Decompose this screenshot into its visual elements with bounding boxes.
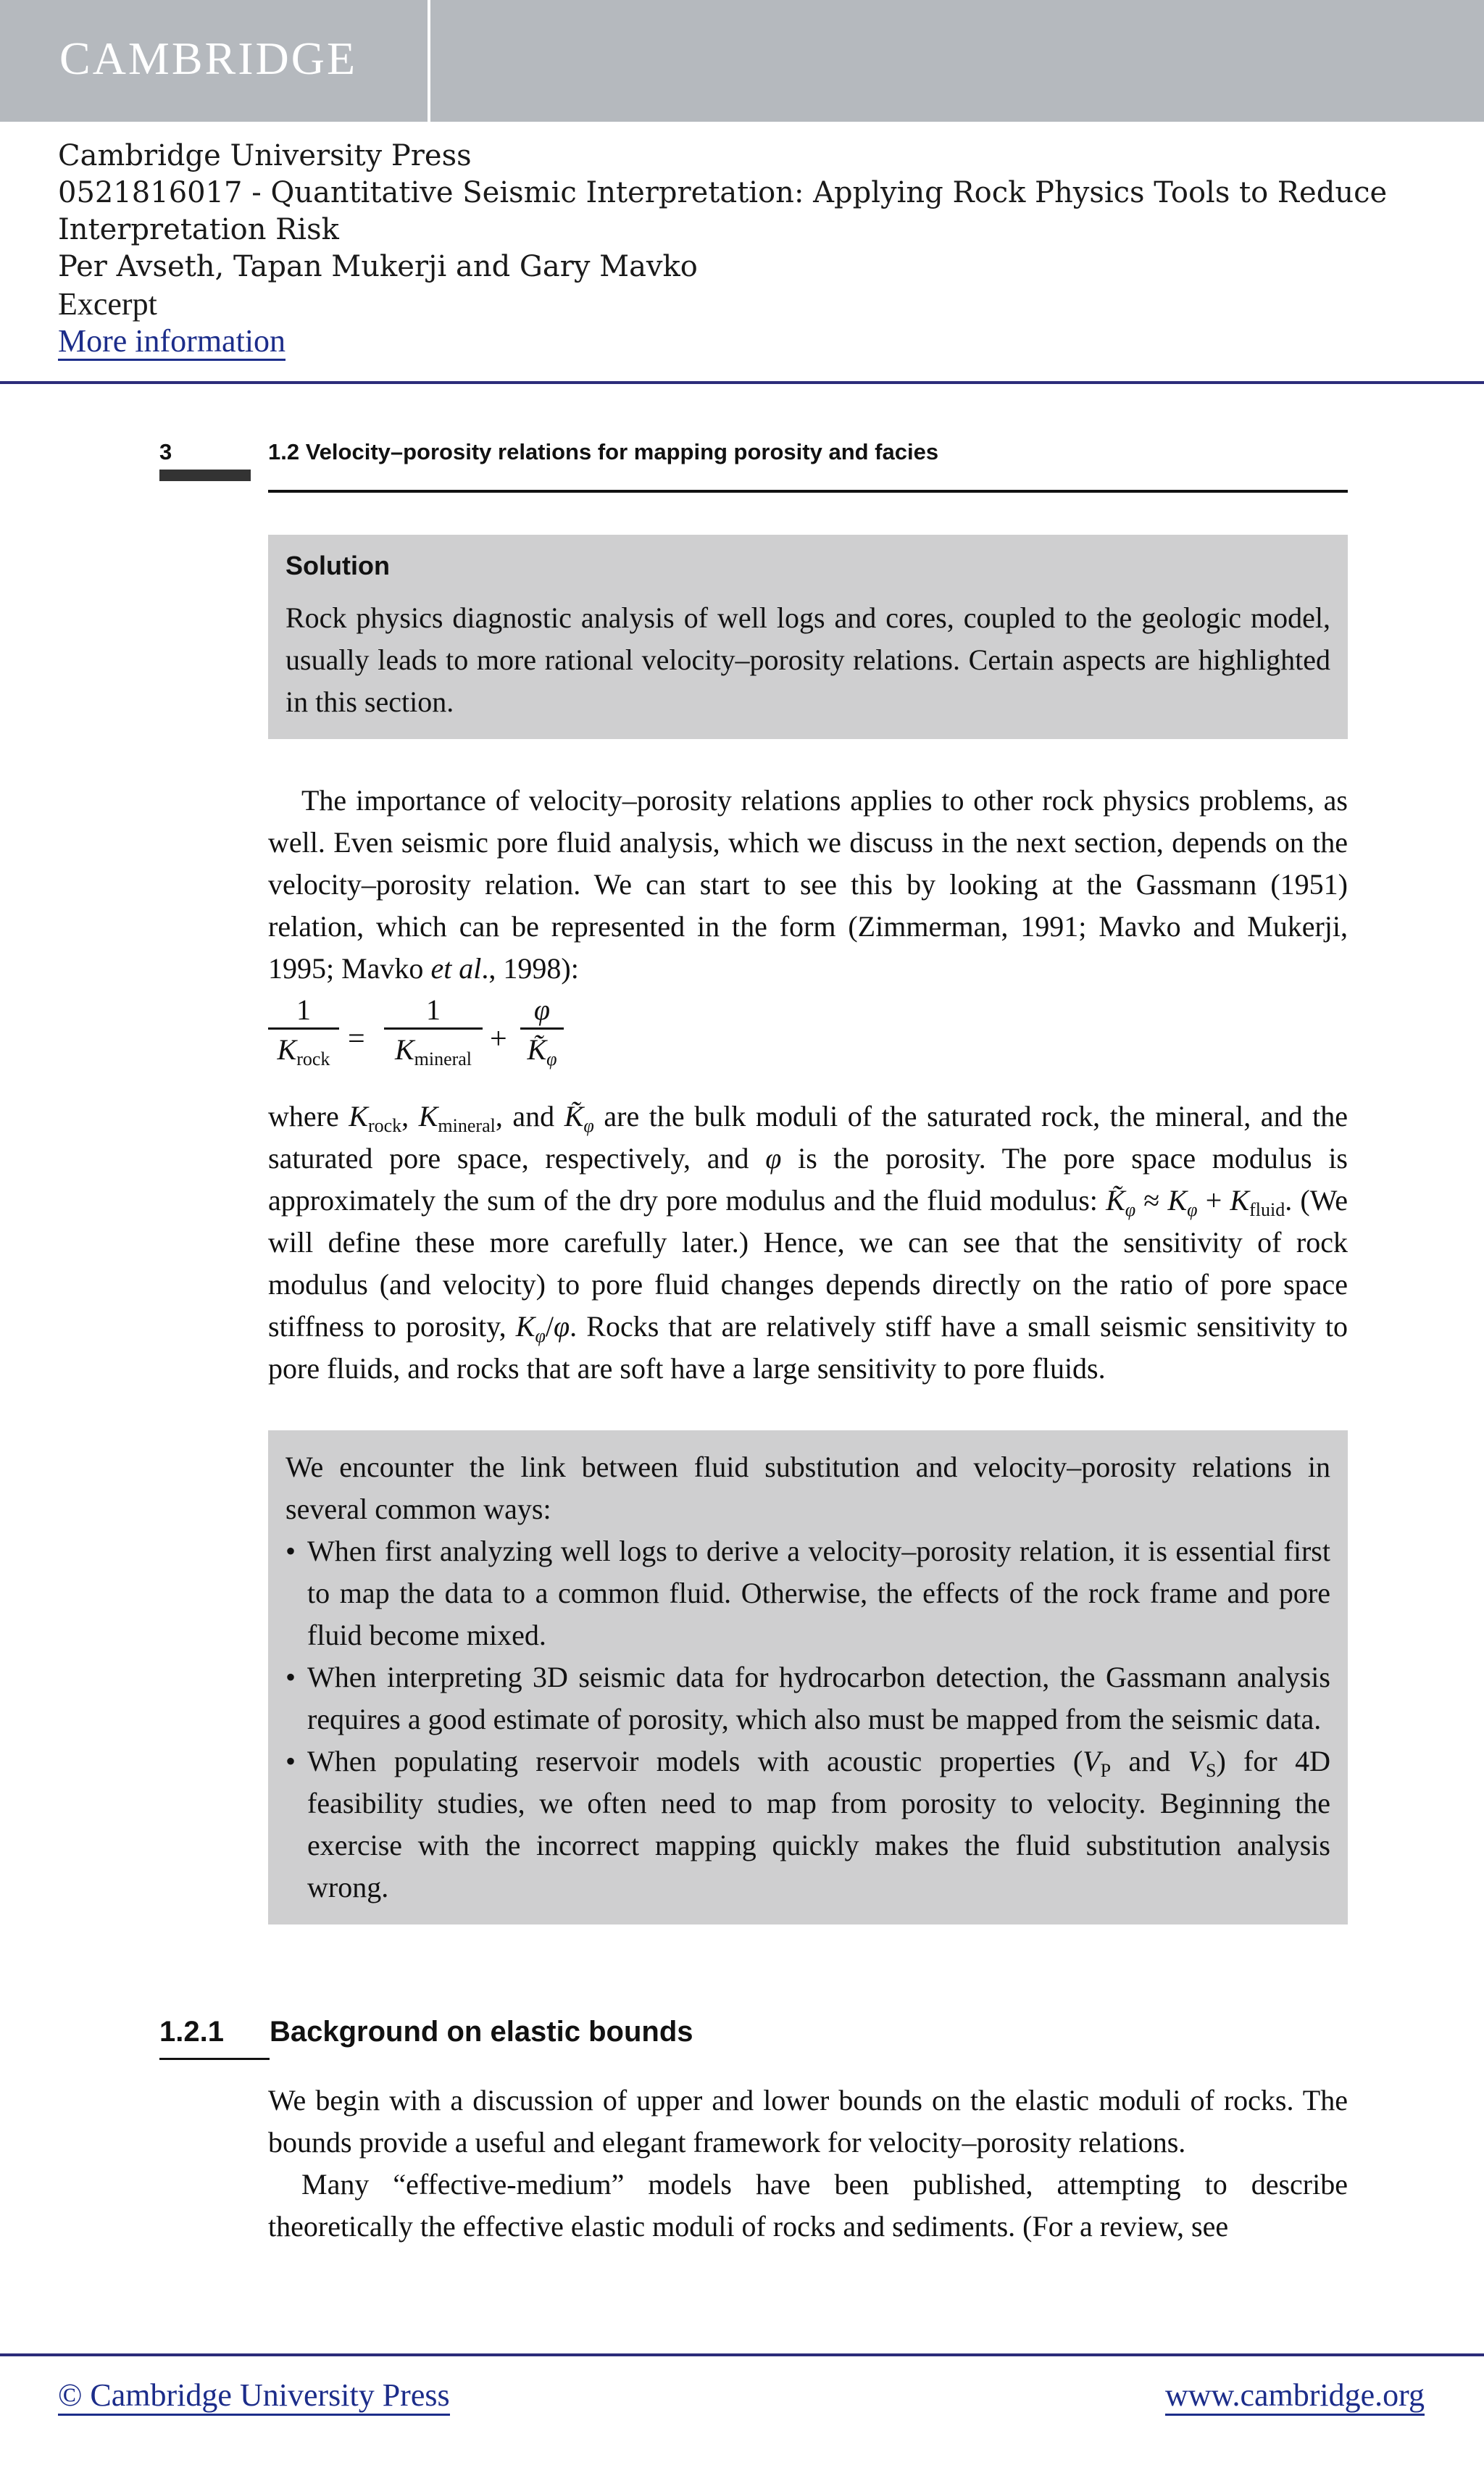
- paragraph-moduli: where $K_{rock}$, $K_{mineral}$, and $K̃_\varphi$ are the bulk moduli of the saturated rock, the mineral, and the saturated pore space, respectively, and φ is the porosity. The pore space modulus is approximately the sum of the dry pore modulus and the fluid modulus: $K̃_\varphi \approx K_\varphi + K_{fluid}$. (We will define these more carefully later.) Hence, we can see that the sensitivity of rock modulus (and velocity) to pore fluid changes depends directly on the ratio of pore space stiffness to porosity, $K_\varphi/\varphi$. Rocks that are relatively stiff have a small seismic sensitivity to pore fluids, and rocks that are soft have a large sensitivity to pore fluids.: [268, 1100, 1348, 1385]
- book-metadata: [58, 138, 1435, 361]
- solution-heading: Solution: [285, 551, 390, 580]
- section-number: 1.2.1: [159, 2016, 224, 2048]
- fraction-mineral: 1 $K_{mineral}$: [384, 993, 483, 1067]
- excerpt-label: Excerpt: [58, 286, 157, 322]
- solution-text: Rock physics diagnostic analysis of well logs and cores, coupled to the geologic model, usually leads to more rational velocity–porosity relations. Certain aspects are highlighted in this section.: [285, 601, 1330, 718]
- copyright-link[interactable]: © Cambridge University Press: [58, 2377, 450, 2416]
- paragraph-effective-medium: Many “effective-medium” models have been published, attempting to describe theoretically the effective elastic moduli of rocks and sediments. (For a review, see: [268, 2168, 1348, 2243]
- page-number-bar: [159, 470, 251, 481]
- fraction-pore: φ $K̃_\varphi$: [520, 993, 564, 1067]
- publisher-name: Cambridge University Press: [58, 139, 472, 172]
- section-title: Background on elastic bounds: [270, 2016, 693, 2048]
- fraction-rock: 1 $K_{rock}$: [268, 993, 339, 1067]
- list-item: • When populating reservoir models with acoustic properties ($V_P$ and $V_S$) for 4D feasibility studies, we often need to map from porosity to velocity. Beginning the exercise with the incorrect mapping quickly makes the fluid substitution analysis wrong.: [285, 1740, 1330, 1909]
- paragraph-gassmann-intro: The importance of velocity–porosity relations applies to other rock physics problems, as well. Even seismic pore fluid analysis, which we discuss in the next section, depends on the velocity–porosity relation. We can start to see this by looking at the Gassmann (1951) relation, which can be represented in the form (Zimmerman, 1991; Mavko and Mukerji, 1995; Mavko et al., 1998):: [268, 784, 1348, 985]
- fluid-substitution-box: [268, 1430, 1348, 1924]
- fluid-box-intro: We encounter the link between fluid substitution and velocity–porosity relations in several common ways:: [285, 1451, 1330, 1525]
- solution-box: [268, 535, 1348, 739]
- more-information-link[interactable]: More information: [58, 323, 285, 361]
- list-item: • When interpreting 3D seismic data for hydrocarbon detection, the Gassmann analysis requires a good estimate of porosity, which also must be mapped from the seismic data.: [285, 1656, 1330, 1740]
- book-authors: Per Avseth, Tapan Mukerji and Gary Mavko: [58, 250, 698, 283]
- website-link[interactable]: www.cambridge.org: [1165, 2377, 1425, 2416]
- paragraph-bounds-intro: We begin with a discussion of upper and lower bounds on the elastic moduli of rocks. The bounds provide a useful and elegant framework for velocity–porosity relations.: [268, 2084, 1348, 2159]
- running-head-title: 1.2 Velocity–porosity relations for mapping porosity and facies: [268, 439, 939, 464]
- publisher-banner: [0, 0, 1484, 122]
- book-title: 0521816017 - Quantitative Seismic Interpretation: Applying Rock Physics Tools to Reduce Interpretation Risk: [58, 176, 1388, 246]
- running-head-rule: [268, 490, 1348, 493]
- header-rule: [0, 381, 1484, 384]
- page-number: 3: [159, 439, 172, 464]
- fluid-box-list: [285, 1530, 1330, 1909]
- section-number-rule: [159, 2058, 270, 2060]
- banner-divider: [428, 0, 430, 122]
- list-item: • When first analyzing well logs to derive a velocity–porosity relation, it is essential first to map the data to a common fluid. Otherwise, the effects of the rock frame and pore fluid become mixed.: [285, 1530, 1330, 1656]
- page-footer: [0, 2355, 1484, 2427]
- cambridge-logo: CAMBRIDGE: [59, 33, 358, 84]
